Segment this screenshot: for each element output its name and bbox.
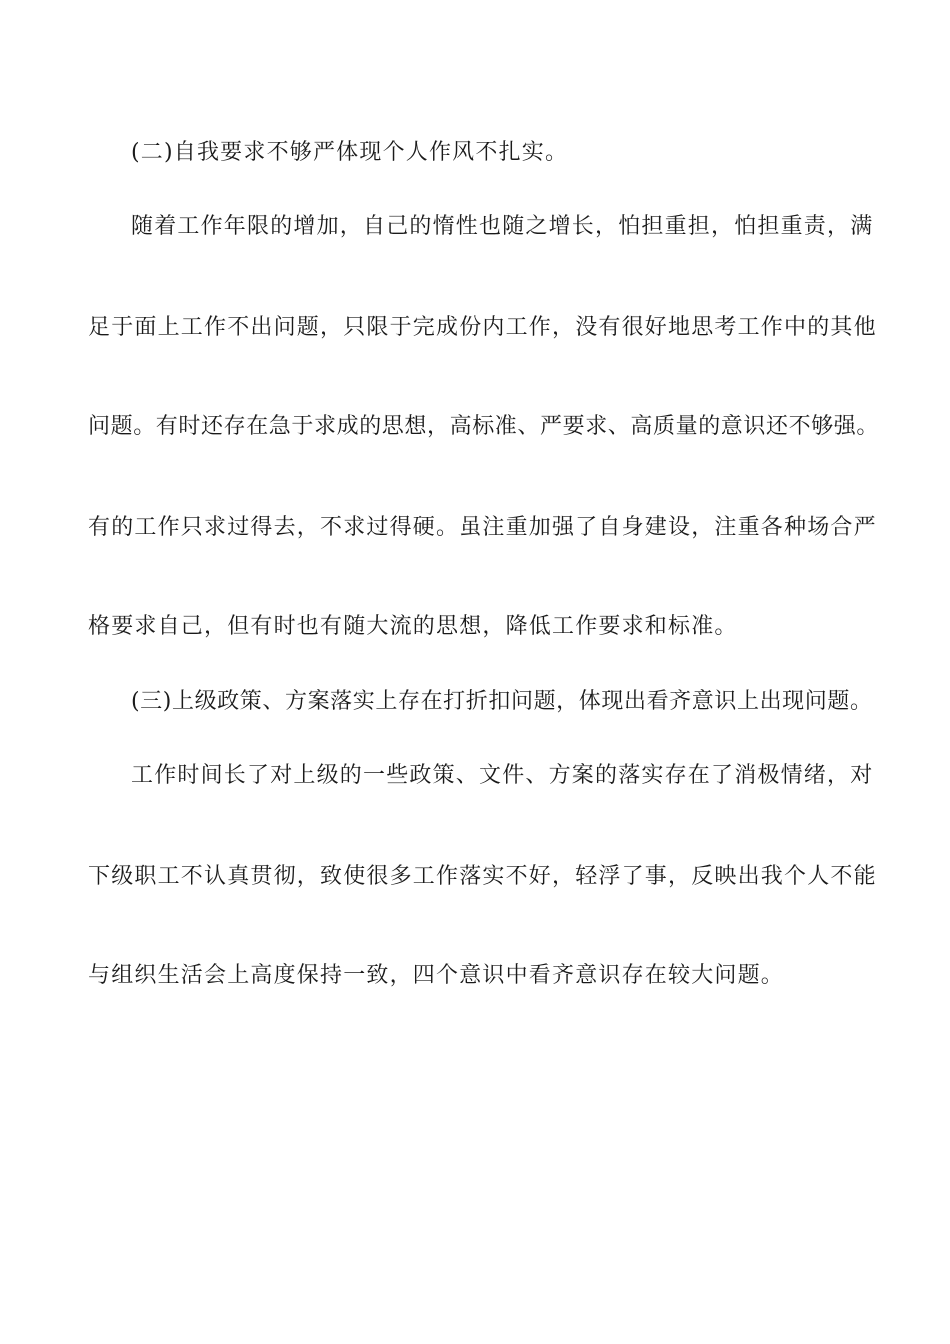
- paragraph-line: 工作时间长了对上级的一些政策、文件、方案的落实存在了消极情绪，对: [131, 763, 874, 788]
- paragraph-line: 与组织生活会上高度保持一致，四个意识中看齐意识存在较大问题。: [88, 963, 785, 988]
- paragraph-line: 足于面上工作不出问题，只限于完成份内工作，没有很好地思考工作中的其他: [88, 315, 877, 340]
- paragraph-line: 有的工作只求过得去，不求过得硬。虽注重加强了自身建设，注重各种场合严: [88, 515, 877, 540]
- paragraph-line: 随着工作年限的增加，自己的惰性也随之增长，怕担重担，怕担重责，满: [131, 214, 874, 239]
- section-heading-2: (二)自我要求不够严体现个人作风不扎实。: [131, 140, 569, 165]
- paragraph-line: 格要求自己，但有时也有随大流的思想，降低工作要求和标准。: [88, 614, 738, 639]
- section-heading-3: (三)上级政策、方案落实上存在打折扣问题，体现出看齐意识上出现问题。: [131, 689, 873, 714]
- paragraph-line: 问题。有时还存在急于求成的思想，高标准、严要求、高质量的意识还不够强。: [88, 414, 880, 439]
- paragraph-line: 下级职工不认真贯彻，致使很多工作落实不好，轻浮了事，反映出我个人不能: [88, 864, 877, 889]
